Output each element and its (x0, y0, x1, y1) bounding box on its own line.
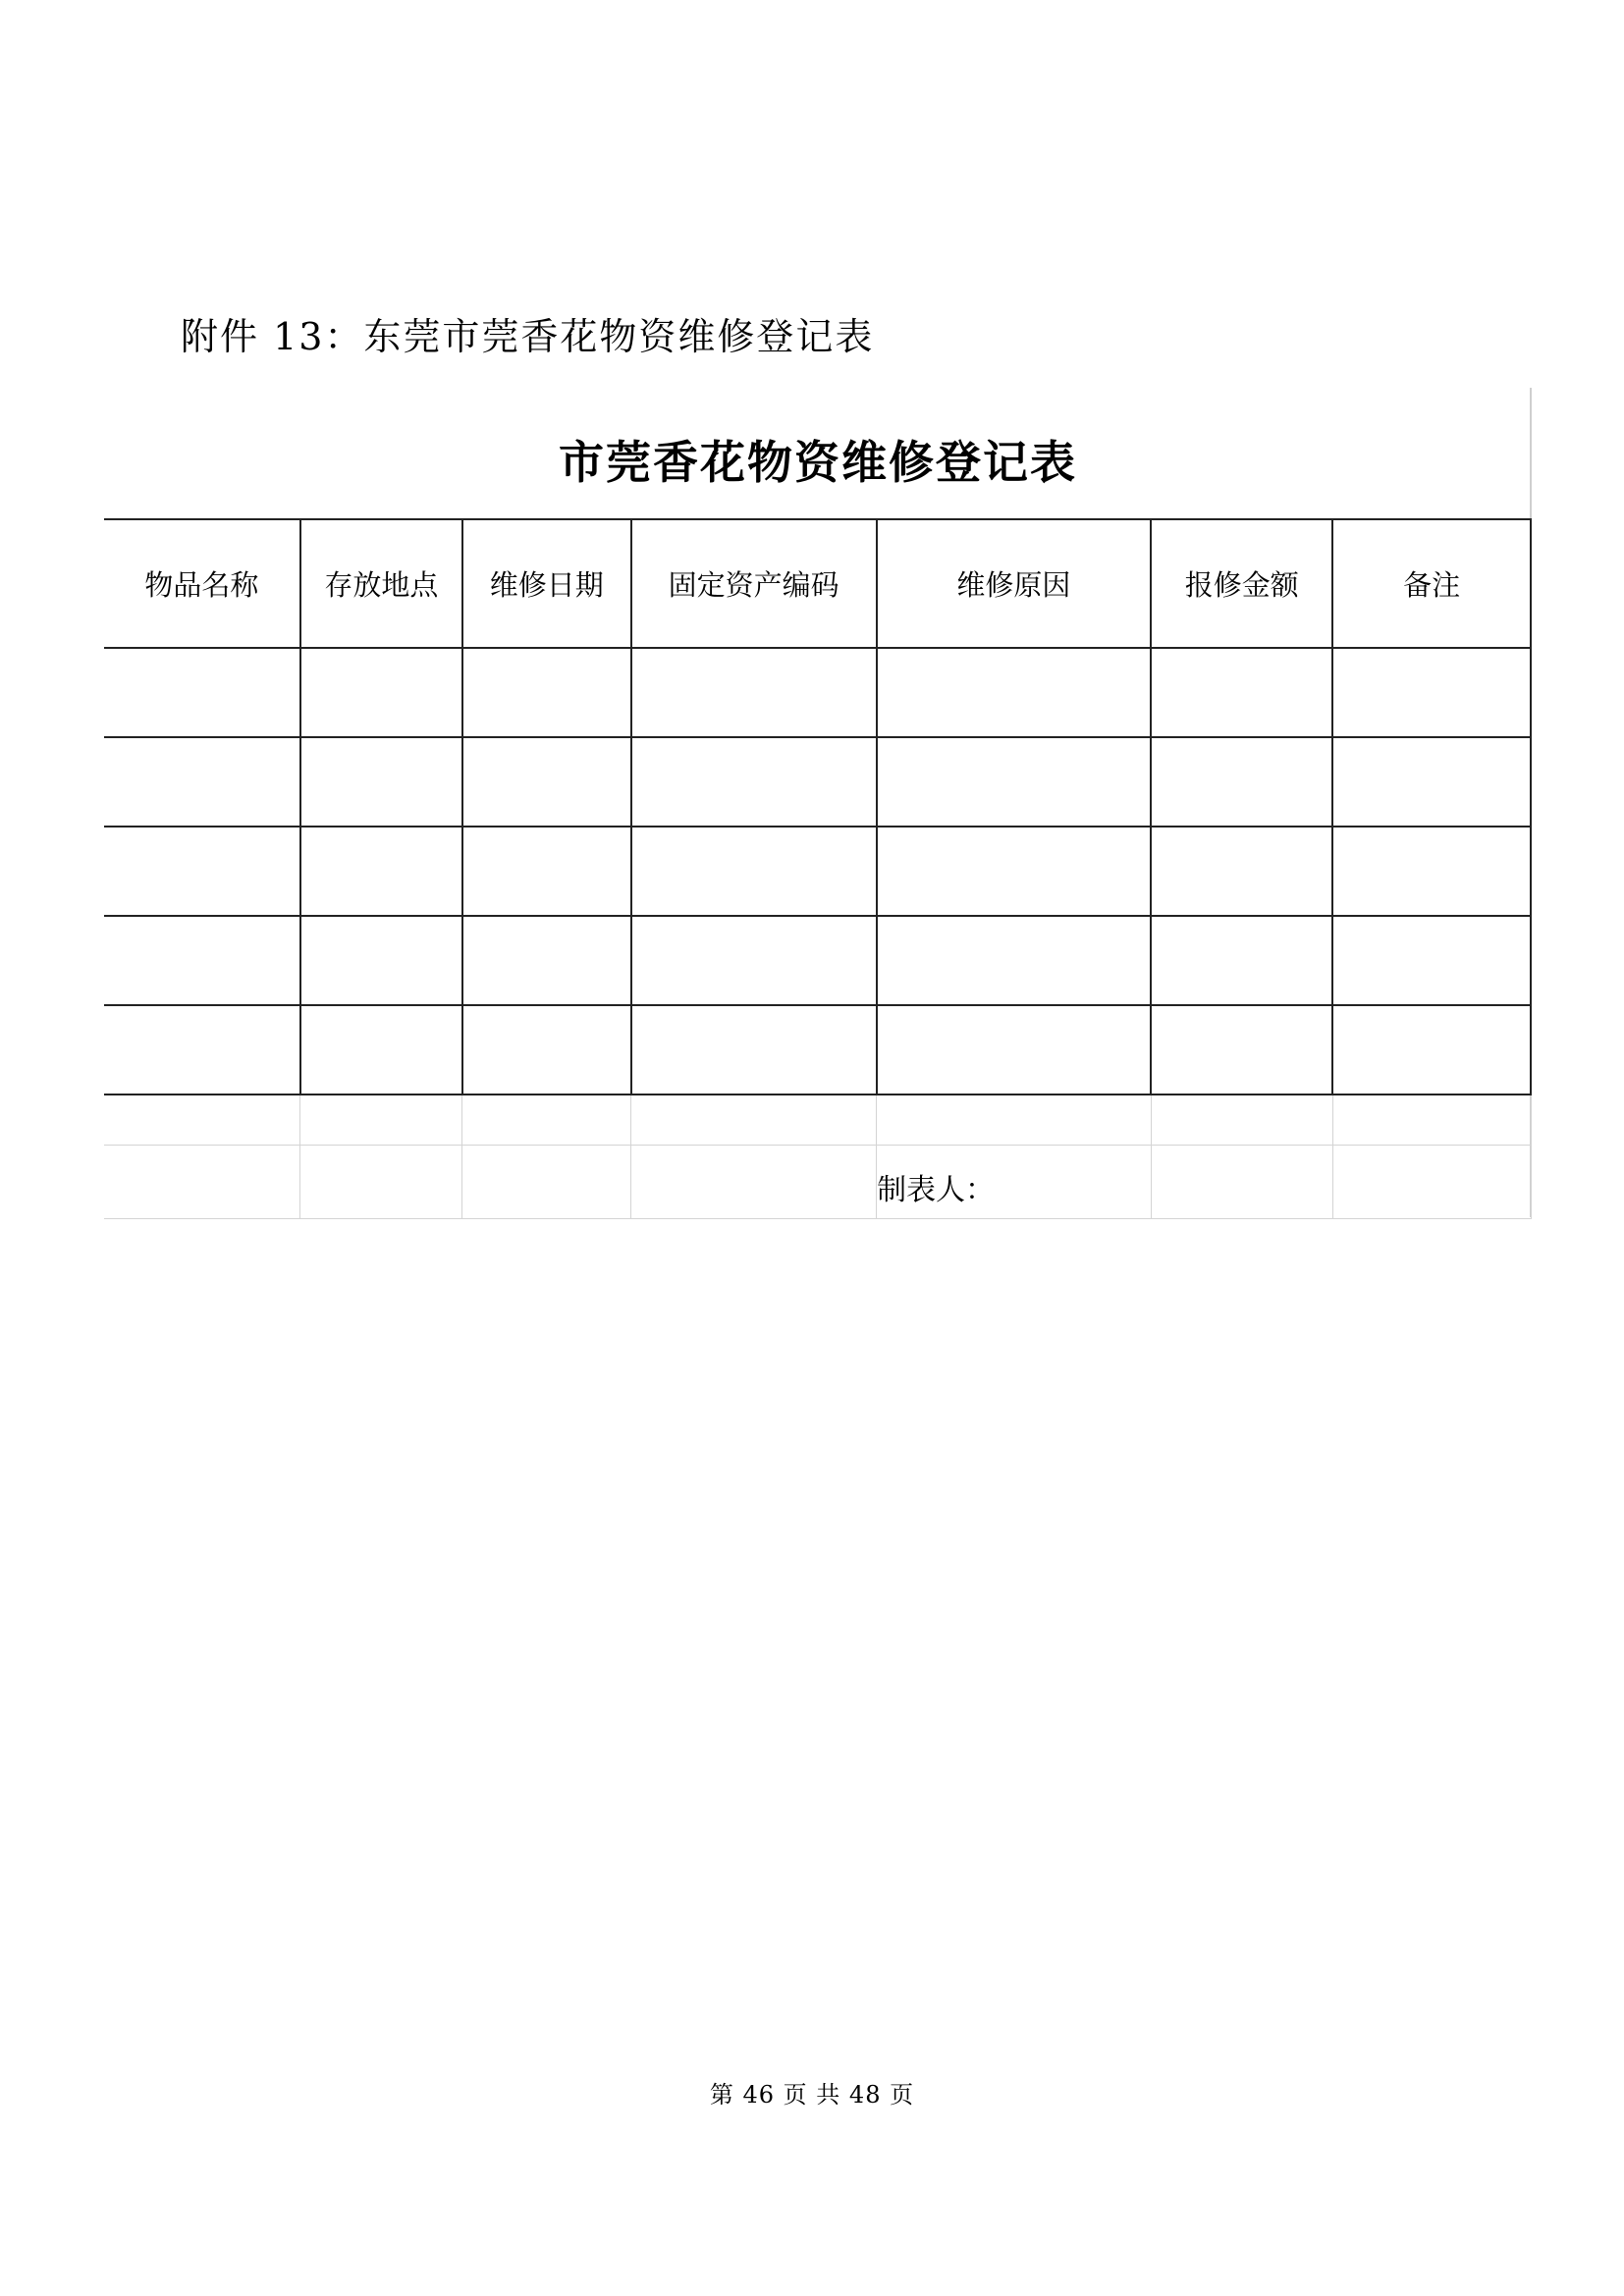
table-row (104, 737, 1531, 827)
table-cell (1332, 737, 1531, 827)
table-cell (631, 648, 877, 737)
column-header-remarks: 备注 (1332, 519, 1531, 648)
table-cell (462, 648, 631, 737)
spacer-cell (300, 1095, 462, 1146)
table-cell (877, 648, 1152, 737)
footer-cell (462, 1146, 631, 1219)
page-number: 第 46 页 共 48 页 (709, 2081, 915, 2109)
table-row (104, 1005, 1531, 1095)
table-cell (1151, 827, 1332, 916)
column-header-storage-location: 存放地点 (300, 519, 462, 648)
table-cell (104, 827, 300, 916)
table-row (104, 648, 1531, 737)
table-cell (1151, 648, 1332, 737)
table-row (104, 916, 1531, 1005)
table-cell (877, 1005, 1152, 1095)
spacer-cell (1332, 1095, 1531, 1146)
table-cell (1332, 827, 1531, 916)
repair-register-table (104, 518, 1532, 1219)
table-cell (462, 1005, 631, 1095)
footer-cell (1151, 1146, 1332, 1219)
table-cell (462, 737, 631, 827)
registration-sheet (104, 388, 1532, 1217)
column-header-repair-date: 维修日期 (462, 519, 631, 648)
spacer-cell (877, 1095, 1152, 1146)
table-cell (1151, 1005, 1332, 1095)
footer-cell (1332, 1146, 1531, 1219)
table-cell (1332, 1005, 1531, 1095)
footer-cell (631, 1146, 877, 1219)
table-cell (631, 916, 877, 1005)
table-cell (877, 737, 1152, 827)
table-cell (1332, 916, 1531, 1005)
column-header-repair-amount: 报修金额 (1151, 519, 1332, 648)
table-cell (1151, 916, 1332, 1005)
column-header-repair-reason: 维修原因 (877, 519, 1152, 648)
table-cell (300, 1005, 462, 1095)
sheet-title: 市莞香花物资维修登记表 (559, 436, 1077, 489)
footer-cell (104, 1146, 300, 1219)
table-cell (104, 916, 300, 1005)
footer-cell (300, 1146, 462, 1219)
spacer-cell (104, 1095, 300, 1146)
table-cell (104, 737, 300, 827)
column-header-item-name: 物品名称 (104, 519, 300, 648)
table-cell (877, 827, 1152, 916)
footer-row (104, 1146, 1531, 1219)
table-cell (1151, 737, 1332, 827)
table-cell (462, 827, 631, 916)
table-cell (631, 1005, 877, 1095)
table-cell (631, 827, 877, 916)
table-cell (631, 737, 877, 827)
table-cell (300, 737, 462, 827)
table-row (104, 827, 1531, 916)
table-cell (300, 827, 462, 916)
attachment-heading: 附件 13：东莞市莞香花物资维修登记表 (181, 315, 875, 358)
table-cell (300, 648, 462, 737)
table-cell (877, 916, 1152, 1005)
column-header-asset-code: 固定资产编码 (631, 519, 877, 648)
table-cell (1332, 648, 1531, 737)
table-cell (104, 1005, 300, 1095)
spacer-cell (462, 1095, 631, 1146)
table-cell (300, 916, 462, 1005)
spacer-cell (1151, 1095, 1332, 1146)
table-cell (104, 648, 300, 737)
spacer-cell (631, 1095, 877, 1146)
table-cell (462, 916, 631, 1005)
spacer-row (104, 1095, 1531, 1146)
table-header-row (104, 519, 1531, 648)
preparer-label: 制表人： (877, 1146, 1152, 1219)
